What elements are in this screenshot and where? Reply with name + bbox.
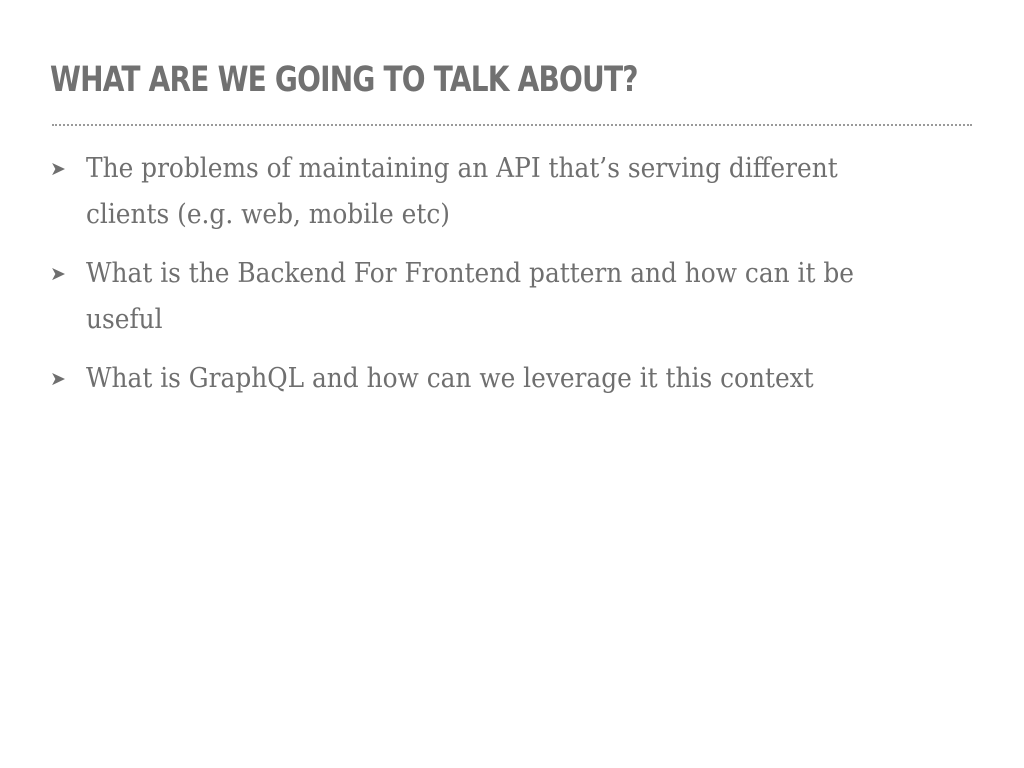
arrowhead-icon: ➤	[50, 158, 66, 180]
bullet-item	[50, 356, 970, 402]
bullet-text	[86, 251, 966, 343]
slide-title: WHAT ARE WE GOING TO TALK ABOUT?	[50, 60, 638, 100]
bullet-item	[50, 146, 970, 238]
bullet-line: useful	[86, 304, 163, 335]
bullet-line: What is GraphQL and how can we leverage it this context	[86, 363, 814, 394]
bullet-line: What is the Backend For Frontend pattern and how can it be	[86, 258, 854, 289]
arrowhead-icon: ➤	[50, 368, 66, 390]
bullet-line: The problems of maintaining an API that’s serving different	[86, 153, 838, 184]
bullet-text	[86, 356, 966, 402]
bullet-item	[50, 251, 970, 343]
title-divider	[52, 124, 972, 126]
bullet-text	[86, 146, 966, 238]
bullet-list	[50, 146, 970, 415]
arrowhead-icon: ➤	[50, 263, 66, 285]
bullet-line: clients (e.g. web, mobile etc)	[86, 199, 450, 230]
